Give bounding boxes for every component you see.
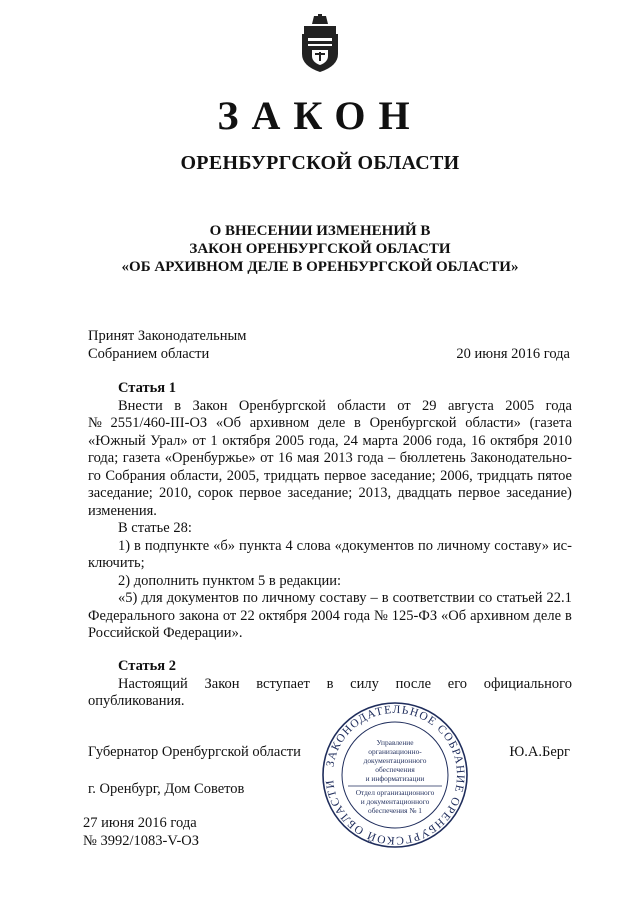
word: в: [564, 607, 572, 624]
word: заседание;: [88, 485, 153, 501]
word: закона: [178, 607, 219, 624]
word: года,: [436, 432, 467, 449]
word: заседание): [506, 485, 572, 501]
word: бюллетень: [399, 450, 466, 466]
signatory-name: Ю.А.Берг: [509, 744, 570, 760]
justified-line: [88, 398, 572, 416]
word: деле: [317, 415, 346, 431]
word: 2013: [323, 450, 353, 466]
word: октября: [258, 607, 307, 624]
justified-line: [88, 468, 572, 486]
word: его: [447, 675, 468, 692]
word: Настоящий: [118, 675, 188, 692]
word: «Южный: [88, 432, 146, 449]
word: документов: [166, 590, 239, 606]
signatory-position: Губернатор Оренбургской области: [88, 744, 301, 760]
word: года,: [308, 432, 339, 449]
word: области: [337, 397, 386, 414]
word: заседание;: [287, 485, 353, 501]
coat-of-arms-icon: [298, 14, 342, 74]
justified-line: [88, 538, 572, 556]
word: октября: [222, 432, 271, 449]
justified-line: [88, 590, 572, 608]
subtitle-line: О ВНЕСЕНИИ ИЗМЕНЕНИЙ В: [209, 223, 431, 239]
word: «б»: [213, 537, 236, 554]
justified-line: [88, 415, 572, 433]
subtitle-line: «ОБ АРХИВНОМ ДЕЛЕ В ОРЕНБУРГСКОЙ ОБЛАСТИ»: [121, 259, 519, 275]
adoption-date: 20 июня 2016 года: [456, 346, 570, 362]
seal-inner-line: документационного: [363, 756, 427, 765]
word: Закон: [192, 397, 228, 414]
word: для: [141, 590, 163, 606]
justified-line: [88, 676, 572, 694]
word: двадцать: [397, 485, 452, 501]
word: в: [174, 397, 182, 414]
word: марта: [362, 432, 399, 449]
adoption-line: Принят Законодательным: [88, 328, 247, 344]
adoption-note: [88, 328, 246, 363]
word: Внести: [118, 397, 163, 414]
word: подпункте: [144, 537, 210, 554]
word: 2013,: [358, 485, 392, 501]
justified-line: [88, 433, 572, 451]
word: 1: [210, 432, 218, 449]
word: сорок: [197, 485, 234, 501]
word: в: [134, 537, 141, 554]
word: Оренбургской: [369, 415, 457, 431]
seal-inner-line: и информатизации: [365, 774, 425, 783]
law-date-number: [83, 815, 199, 850]
word: архивном: [249, 415, 310, 431]
word: пятое: [537, 467, 572, 484]
word: 22.1: [546, 590, 572, 606]
word: первое: [324, 467, 367, 484]
word: Урал»: [150, 432, 188, 449]
word: –: [370, 590, 378, 606]
word: «Оренбуржье»: [164, 450, 256, 466]
word: области»: [465, 415, 521, 431]
word: в: [354, 415, 361, 431]
official-seal: [320, 700, 470, 850]
seal-inner-line: Отдел организационного: [355, 788, 435, 797]
paragraph-line: Российской Федерации».: [88, 625, 243, 641]
paragraph-line: 2) дополнить пунктом 5 в редакции:: [118, 572, 342, 589]
word: 2004: [310, 607, 340, 624]
word: 24: [343, 432, 358, 449]
word: от: [222, 607, 237, 624]
word: от: [397, 397, 411, 414]
word: 1): [118, 537, 131, 554]
word: 2005: [275, 432, 305, 449]
word: тридцать: [477, 467, 533, 484]
word: силу: [350, 675, 379, 692]
word: заседание;: [370, 467, 436, 484]
word: в: [326, 675, 334, 692]
signing-place: г. Оренбург, Дом Советов: [88, 781, 245, 797]
paragraph-line: В статье 28:: [118, 520, 192, 536]
word: соответствии: [392, 590, 475, 606]
seal-inner-line: Управление: [376, 738, 414, 747]
word: «5): [118, 590, 138, 606]
adoption-line: Собранием области: [88, 345, 210, 362]
word: слова: [296, 537, 331, 554]
word: Оренбургской: [238, 397, 326, 414]
word: от: [192, 432, 206, 449]
word: «документов: [334, 537, 415, 554]
word: №: [88, 415, 102, 431]
word: 22: [240, 607, 255, 624]
law-number: № 3992/1083-V-ОЗ: [83, 832, 200, 849]
word: Закон: [204, 675, 240, 692]
paragraph-line: ключить;: [88, 555, 145, 571]
region-title: ОРЕНБУРГСКОЙ ОБЛАСТИ: [180, 152, 460, 174]
word: года: [545, 397, 572, 414]
word: после: [395, 675, 432, 692]
word: по: [417, 537, 433, 554]
seal-ring-text: ЗАКОНОДАТЕЛЬНОЕ СОБРАНИЕ ОРЕНБУРГСКОЙ ОБЛАСТИ: [324, 703, 467, 847]
word: деле: [533, 607, 562, 624]
seal-inner-line: обеспечения: [375, 765, 415, 774]
word: 125-ФЗ: [391, 607, 438, 624]
word: 2010: [543, 432, 572, 449]
seal-inner-line: обеспечения № 1: [368, 806, 422, 815]
word: составу»: [494, 537, 549, 554]
justified-line: [88, 485, 572, 503]
word: газета: [122, 450, 161, 466]
word: го: [88, 467, 101, 484]
word: 16: [278, 450, 293, 466]
word: со: [478, 590, 493, 606]
word: «Об: [441, 607, 467, 624]
word: года: [357, 450, 384, 466]
word: октября: [490, 432, 539, 449]
justified-line: [88, 450, 572, 468]
word: первое: [458, 485, 501, 501]
word: тридцать: [263, 467, 320, 484]
word: 2005: [505, 397, 535, 414]
word: ис-: [552, 537, 572, 554]
seal-inner-line: и документационного: [360, 797, 430, 806]
word: личному: [436, 537, 491, 554]
word: 2010,: [159, 485, 192, 501]
word: 4: [285, 537, 293, 554]
word: по: [242, 590, 258, 606]
word: составу: [319, 590, 367, 606]
word: области,: [170, 467, 223, 484]
word: 2006,: [440, 467, 473, 484]
word: 16: [470, 432, 486, 449]
word: в: [381, 590, 389, 606]
word: года;: [88, 450, 119, 466]
word: (газета: [529, 415, 572, 431]
word: личному: [261, 590, 316, 606]
word: Законодательно-: [470, 450, 572, 466]
word: 29: [422, 397, 437, 414]
word: пункта: [238, 537, 282, 554]
word: №: [373, 607, 388, 624]
word: архивном: [470, 607, 530, 624]
law-subtitle: [0, 222, 640, 276]
seal-inner-line: организационно-: [368, 747, 422, 756]
word: «Об: [215, 415, 241, 431]
word: Собрания: [105, 467, 166, 484]
word: года: [343, 607, 371, 624]
article-1: [88, 380, 572, 643]
word: мая: [297, 450, 320, 466]
word: официального: [483, 675, 572, 692]
article-2-heading: Статья 2: [118, 658, 176, 674]
law-date: 27 июня 2016 года: [83, 815, 197, 831]
law-title: ЗАКОН: [217, 93, 423, 138]
word: 2551/460-III-ОЗ: [110, 415, 208, 431]
word: от: [260, 450, 274, 466]
subtitle-line: ЗАКОН ОРЕНБУРГСКОЙ ОБЛАСТИ: [189, 241, 451, 257]
word: вступает: [256, 675, 310, 692]
word: статьей: [496, 590, 543, 606]
word: 2005,: [226, 467, 260, 484]
article-1-heading: Статья 1: [118, 380, 176, 396]
word: –: [388, 450, 396, 466]
word: августа: [447, 397, 494, 414]
word: первое: [239, 485, 282, 501]
paragraph-line: изменения.: [88, 502, 157, 519]
word: Федерального: [88, 607, 176, 624]
word: 2006: [402, 432, 432, 449]
paragraph-line: опубликования.: [88, 693, 185, 709]
justified-line: [88, 608, 572, 626]
